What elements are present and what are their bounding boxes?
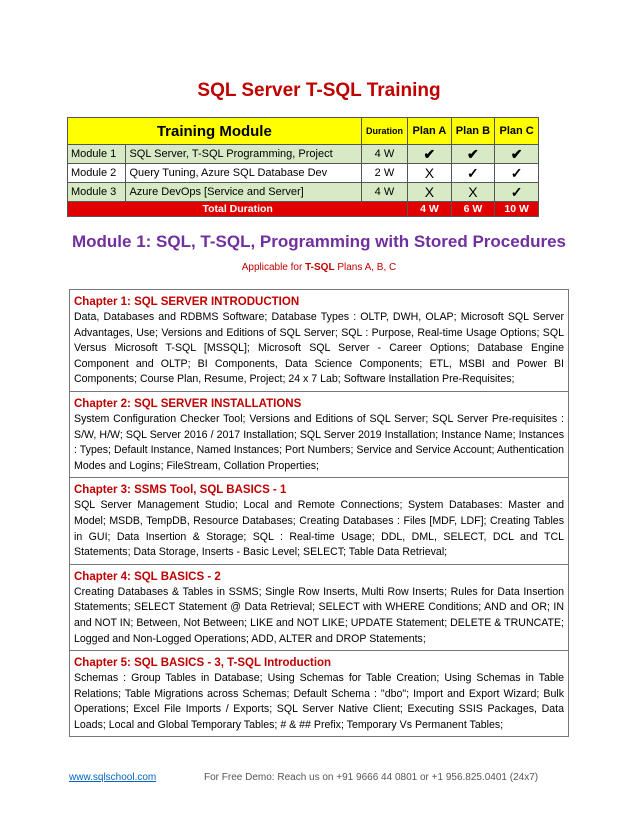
module-cell: Module 1 (68, 145, 126, 164)
total-label: Total Duration (68, 202, 408, 217)
total-row (68, 202, 539, 217)
plan-c-cell: ✔ (495, 145, 539, 164)
chapter-title: Chapter 3: SSMS Tool, SQL BASICS - 1 (74, 484, 287, 497)
plan-b-cell: ✓ (451, 164, 495, 183)
module-heading: Module 1: SQL, T-SQL, Programming with Stored Procedures (71, 232, 566, 251)
duration-cell: 4 W (361, 183, 408, 202)
applicable-note (0, 262, 638, 273)
chapter-title: Chapter 4: SQL BASICS - 2 (74, 570, 221, 583)
total-plan-c: 10 W (495, 202, 539, 217)
chapter-body: System Configuration Checker Tool; Versions and Editions of SQL Server; SQL Server Pre-requisites : S/W, H/W; SQL Server 2016 / 2017 Installation; SQL Server 2019 Installation; Instance Name; Instances : Types; Default Instance, Named Instances; Port Numbers; Service and Service Account; Authentication Modes and Logins; FileStream, Collation Properties; (74, 412, 564, 472)
table-row (68, 183, 539, 202)
training-plan-table (67, 117, 539, 217)
applicable-prefix: Applicable for (241, 262, 306, 273)
chapter-body: Data, Databases and RDBMS Software; Database Types : OLTP, DWH, OLAP; Microsoft SQL Server Advantages, Use; Versions and Editions of SQL Server; SQL : Purpose, Real-time Usage Options; SQL Versus Microsoft T-SQL [MSSQL]; Microsoft SQL Server - Career Options; Database Engine Component and OLTP; BI Components, Data Science Components; ETL, MSBI and Power BI Components; Course Plan, Resume, Project; 24 x 7 Lab; Software Installation Pre-Requisites; (74, 311, 564, 386)
plan-c-cell: ✓ (495, 164, 539, 183)
topic-cell: Azure DevOps [Service and Server] (126, 183, 361, 202)
chapter-title: Chapter 5: SQL BASICS - 3, T-SQL Introduction (74, 657, 332, 670)
topic-cell: Query Tuning, Azure SQL Database Dev (126, 164, 361, 183)
header-plan-b: Plan B (451, 118, 495, 145)
topic-cell: SQL Server, T-SQL Programming, Project (126, 145, 361, 164)
chapter-body: SQL Server Management Studio; Local and Remote Connections; System Databases: Master and Model; MSDB, TempDB, Resource Databases; Creating Databases : Files [MDF, LDF]; Creating Tables in GUI; Data Insertion & Storage; SQL : Real-time Usage; DDL, DML, SELECT, DCL and TCL Statements; Data Storage, Inserts - Basic Level; SELECT; Table Data Retrieval; (74, 499, 564, 559)
table-row (68, 164, 539, 183)
plan-a-cell: X (408, 183, 451, 202)
duration-cell: 2 W (361, 164, 408, 183)
plan-b-cell: X (451, 183, 495, 202)
website-link[interactable]: www.sqlschool.com (69, 772, 157, 783)
header-duration: Duration (361, 118, 408, 145)
total-plan-a: 4 W (408, 202, 451, 217)
header-plan-c: Plan C (495, 118, 539, 145)
header-training-module: Training Module (68, 118, 362, 145)
total-plan-b: 6 W (451, 202, 495, 217)
chapter-section (70, 290, 568, 392)
table-header-row (68, 118, 539, 145)
applicable-suffix: Plans A, B, C (334, 262, 397, 273)
demo-contact: For Free Demo: Reach us on +91 9666 44 0801 or +1 956.825.0401 (24x7) (204, 772, 539, 783)
chapter-title: Chapter 2: SQL SERVER INSTALLATIONS (74, 397, 302, 410)
document-title: SQL Server T-SQL Training (197, 80, 441, 101)
applicable-bold: T-SQL (305, 262, 335, 273)
chapter-body: Creating Databases & Tables in SSMS; Single Row Inserts, Multi Row Inserts; Rules for Data Insertion Statements; SELECT Statement @ Data Retrieval; SELECT with WHERE Conditions; AND and OR; IN and NOT IN; Between, Not Between; LIKE and NOT LIKE; UPDATE Statement; DELETE & TRUNCATE; Logged and Non-Logged Operations; ADD, ALTER and DROP Statements; (74, 585, 564, 645)
plan-a-cell: X (408, 164, 451, 183)
chapter-body: Schemas : Group Tables in Database; Using Schemas for Table Creation; Using Schemas in Table Relations; Table Migrations across Schemas; Default Schema : "dbo"; Import and Export Wizard; Bulk Operations; Excel File Imports / Exports; SQL Server Native Client; Executing SSIS Packages, Data Loads; Local and Global Temporary Tables; # & ## Prefix; Temporary Vs Permanent Tables; (74, 672, 564, 731)
plan-c-cell: ✓ (495, 183, 539, 202)
module-cell: Module 3 (68, 183, 126, 202)
chapter-section (70, 478, 568, 564)
page-footer (69, 772, 569, 783)
header-plan-a: Plan A (408, 118, 451, 145)
module-cell: Module 2 (68, 164, 126, 183)
plan-a-cell: ✔ (408, 145, 451, 164)
plan-b-cell: ✔ (451, 145, 495, 164)
chapter-section (70, 565, 568, 651)
table-row (68, 145, 539, 164)
chapter-section (70, 392, 568, 478)
duration-cell: 4 W (361, 145, 408, 164)
chapter-title: Chapter 1: SQL SERVER INTRODUCTION (74, 296, 300, 308)
chapter-section (70, 651, 568, 736)
chapters-box (69, 289, 569, 737)
